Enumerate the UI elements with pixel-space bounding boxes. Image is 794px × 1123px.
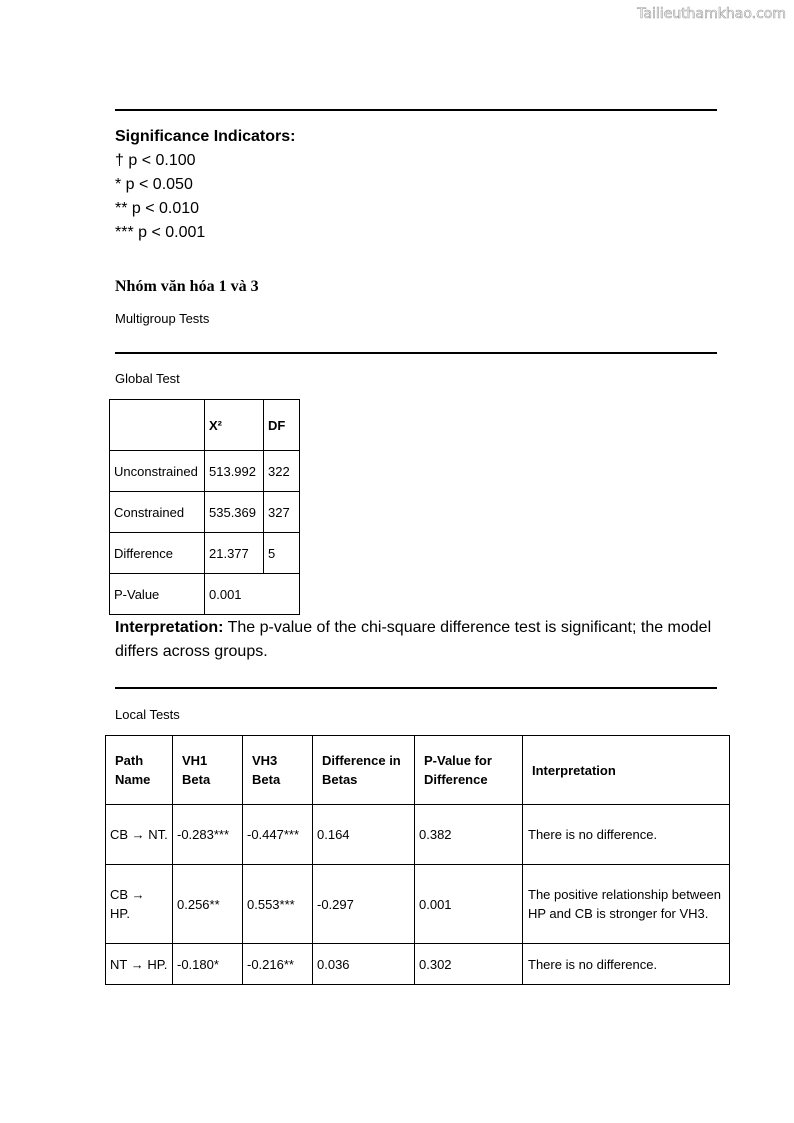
vh3-beta: -0.216** [243, 944, 313, 985]
table-header-cell: Difference in Betas [313, 736, 415, 805]
section-divider [115, 687, 717, 689]
vh3-beta: -0.447*** [243, 805, 313, 865]
path-name: NT → HP. [106, 944, 173, 985]
table-row [110, 533, 300, 574]
p-value: 0.001 [415, 865, 523, 944]
row-name: Constrained [110, 492, 205, 533]
row-name: Difference [110, 533, 205, 574]
row-name: Unconstrained [110, 451, 205, 492]
row-name: P-Value [110, 574, 205, 615]
x2-value: 21.377 [205, 533, 264, 574]
global-test-label: Global Test [115, 371, 180, 386]
table-header-cell: VH3 Beta [243, 736, 313, 805]
significance-title: Significance Indicators: [115, 128, 296, 145]
pvalue-value: 0.001 [205, 574, 300, 615]
group-heading: Nhóm văn hóa 1 và 3 [115, 278, 259, 295]
table-row [110, 492, 300, 533]
p-value: 0.382 [415, 805, 523, 865]
interpretation-paragraph [115, 616, 715, 664]
watermark: Tailieuthamkhao.com [637, 6, 786, 22]
interpretation-label: Interpretation: [115, 619, 224, 636]
beta-difference: 0.164 [313, 805, 415, 865]
significance-line: † p < 0.100 [115, 152, 196, 169]
vh3-beta: 0.553*** [243, 865, 313, 944]
table-header-cell: VH1 Beta [173, 736, 243, 805]
table-header-cell: P-Value for Difference [415, 736, 523, 805]
local-tests-label: Local Tests [115, 707, 180, 722]
interpretation-text: The p-value of the chi-square difference test is significant; the model differs across groups. [115, 619, 712, 660]
global-test-table [109, 399, 300, 615]
table-header-row [106, 736, 730, 805]
table-row [106, 805, 730, 865]
table-header-cell: X² [205, 400, 264, 451]
top-divider [115, 109, 717, 111]
x2-value: 535.369 [205, 492, 264, 533]
beta-difference: -0.297 [313, 865, 415, 944]
table-row [110, 574, 300, 615]
df-value: 327 [264, 492, 300, 533]
table-header-cell: Interpretation [523, 736, 730, 805]
x2-value: 513.992 [205, 451, 264, 492]
table-header-cell: DF [264, 400, 300, 451]
interpretation-cell: There is no difference. [523, 805, 730, 865]
p-value: 0.302 [415, 944, 523, 985]
beta-difference: 0.036 [313, 944, 415, 985]
table-row [110, 451, 300, 492]
df-value: 322 [264, 451, 300, 492]
significance-line: ** p < 0.010 [115, 200, 200, 217]
path-name: CB → NT. [106, 805, 173, 865]
significance-line: *** p < 0.001 [115, 224, 206, 241]
section-divider [115, 352, 717, 354]
vh1-beta: -0.283*** [173, 805, 243, 865]
vh1-beta: 0.256** [173, 865, 243, 944]
table-row [106, 944, 730, 985]
vh1-beta: -0.180* [173, 944, 243, 985]
table-header-row [110, 400, 300, 451]
table-header-cell [110, 400, 205, 451]
table-header-cell: Path Name [106, 736, 173, 805]
local-tests-table [105, 735, 730, 985]
interpretation-cell: There is no difference. [523, 944, 730, 985]
table-row [106, 865, 730, 944]
interpretation-cell: The positive relationship between HP and CB is stronger for VH3. [523, 865, 730, 944]
significance-line: * p < 0.050 [115, 176, 193, 193]
df-value: 5 [264, 533, 300, 574]
multigroup-label: Multigroup Tests [115, 311, 210, 326]
path-name: CB → HP. [106, 865, 173, 944]
